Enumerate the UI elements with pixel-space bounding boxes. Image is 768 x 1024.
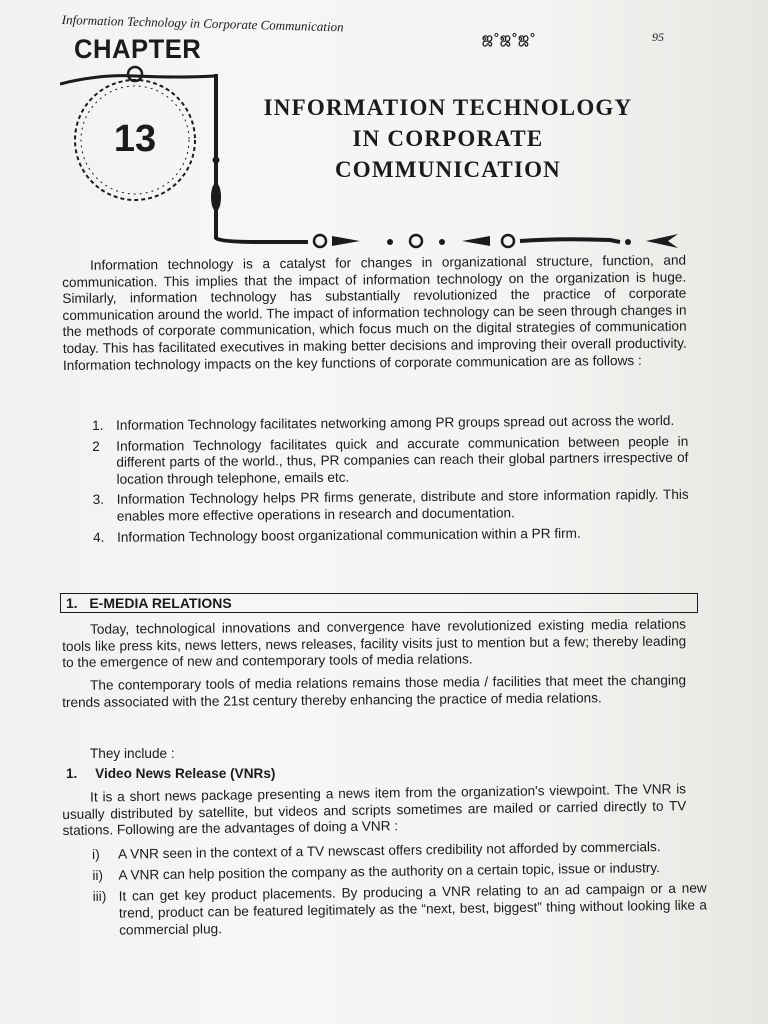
subheading-text: Video News Release (VNRs) <box>95 766 276 781</box>
list-item <box>93 879 708 939</box>
intro-paragraph: Information technology is a catalyst for changes in organizational structure, function, and communication. This implies that the impact of information technology on the organization is huge. Similarly, information technology has substantially revolutionized the practice of corporate communication around the world. The impact of information technology can be seen through changes in the methods of corporate communication, which focus much on the digital strategies of communication today. This has facilitated executives in making better decisions and improving their overall productivity. Information technology impacts on the key functions of corporate communication are as follows : <box>62 252 687 373</box>
vnr-paragraph: It is a short news package presenting a news item from the organization's viewpoint. The VNR is usually distributed by satellite, but videos and scripts sometimes are mailed or carried directly to TV stations. Following are the advantages of doing a VNR : <box>62 781 687 839</box>
section-paragraph-2: The contemporary tools of media relations remains those media / facilities that meet the changing trends associated with the 21st century thereby enhancing the practice of media relations. <box>62 672 687 710</box>
chapter-title-line: COMMUNICATION <box>335 157 561 182</box>
list-item <box>92 413 688 435</box>
they-include-text: They include : <box>90 746 175 761</box>
chapter-title <box>218 92 678 185</box>
list-item-number: iii) <box>92 888 107 904</box>
chapter-title-line: IN CORPORATE <box>352 126 544 151</box>
list-item-text: Information Technology boost organizational communication within a PR firm. <box>116 525 581 545</box>
list-item-number: 2 <box>92 438 100 454</box>
chapter-title-line: INFORMATION TECHNOLOGY <box>263 95 633 120</box>
page-number: 95 <box>652 30 664 44</box>
list-item-number: ii) <box>92 867 104 883</box>
top-ornament: ஜ°ஜ°ஜ° <box>482 30 537 45</box>
list-item <box>92 433 688 488</box>
functions-list <box>92 413 689 550</box>
list-item <box>93 524 689 546</box>
list-item-number: i) <box>92 846 100 862</box>
advantages-list <box>92 837 707 943</box>
list-item-text: A VNR can help position the company as the authority on a certain topic, issue or industry. <box>118 860 660 883</box>
subheading-number: 1. <box>66 766 78 781</box>
list-item-text: Information Technology facilitates networking among PR groups spread out across the world. <box>115 412 675 433</box>
list-item <box>93 487 689 525</box>
chapter-label: CHAPTER <box>74 34 202 64</box>
list-item-number: 3. <box>92 492 105 508</box>
list-item-text: Information Technology helps PR firms generate, distribute and store information rapidly. This enables more effective operations in research and documentation. <box>116 487 689 524</box>
section-heading: 1. E-MEDIA RELATIONS <box>66 595 232 611</box>
list-item-text: A VNR seen in the context of a TV newscast offers credibility not afforded by commercials. <box>118 839 661 862</box>
list-item-number: 4. <box>92 529 105 545</box>
section-paragraph-1: Today, technological innovations and convergence have revolutionized existing media relations tools like press kits, news letters, news releases, facility visits just to mention but a few; thereby leading to the emergence of new and contemporary tools of media relations. <box>62 616 687 671</box>
subheading <box>66 766 275 781</box>
chapter-number: 13 <box>113 118 157 160</box>
list-item-text: It can get key product placements. By producing a VNR relating to an ad campaign or a new trend, product can be featured legitimately as the “next, best, biggest” thing without looking like a commercial plug. <box>118 880 707 938</box>
list-item-number: 1. <box>92 417 104 433</box>
list-item-text: Information Technology facilitates quick and accurate communication between people in different parts of the world., thus, PR companies can reach their global partners irrespective of location through telephone, emails etc. <box>116 433 689 487</box>
running-head: Information Technology in Corporate Communication <box>61 12 344 35</box>
